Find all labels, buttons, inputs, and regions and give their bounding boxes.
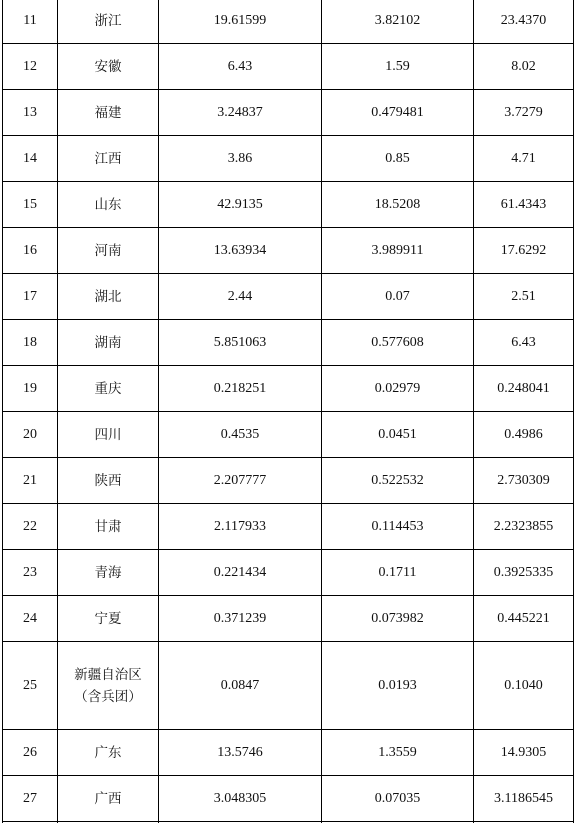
value-col3: 0.4986 [474, 412, 574, 458]
row-number: 23 [3, 550, 58, 596]
table-row [3, 504, 574, 550]
value-col2: 0.114453 [322, 504, 474, 550]
row-number: 24 [3, 596, 58, 642]
value-col1: 6.43 [159, 44, 322, 90]
row-number: 17 [3, 274, 58, 320]
region-name-line1: 新疆自治区 [74, 666, 142, 683]
value-col2: 0.073982 [322, 596, 474, 642]
value-col2: 0.07035 [322, 776, 474, 822]
table-row [3, 642, 574, 730]
region-name: 安徽 [58, 44, 159, 90]
value-col2: 1.59 [322, 44, 474, 90]
table-row [3, 550, 574, 596]
row-number: 19 [3, 366, 58, 412]
row-number: 25 [3, 642, 58, 730]
table-row [3, 90, 574, 136]
region-name: 河南 [58, 228, 159, 274]
value-col3: 3.7279 [474, 90, 574, 136]
region-name: 甘肃 [58, 504, 159, 550]
value-col3: 0.1040 [474, 642, 574, 730]
region-name: 浙江 [58, 0, 159, 44]
value-col2: 0.577608 [322, 320, 474, 366]
value-col1: 3.86 [159, 136, 322, 182]
value-col3: 2.2323855 [474, 504, 574, 550]
value-col2: 3.82102 [322, 0, 474, 44]
region-name: 湖南 [58, 320, 159, 366]
value-col1: 3.24837 [159, 90, 322, 136]
row-number: 27 [3, 776, 58, 822]
region-name: 福建 [58, 90, 159, 136]
value-col3: 0.3925335 [474, 550, 574, 596]
table-row [3, 412, 574, 458]
value-col1: 3.048305 [159, 776, 322, 822]
row-number: 22 [3, 504, 58, 550]
row-number: 13 [3, 90, 58, 136]
value-col3: 8.02 [474, 44, 574, 90]
value-col3: 2.730309 [474, 458, 574, 504]
value-col1: 13.5746 [159, 730, 322, 776]
value-col2: 18.5208 [322, 182, 474, 228]
value-col1: 2.207777 [159, 458, 322, 504]
region-name: 宁夏 [58, 596, 159, 642]
value-col2: 0.85 [322, 136, 474, 182]
value-col3: 0.445221 [474, 596, 574, 642]
value-col3: 3.1186545 [474, 776, 574, 822]
region-name: 重庆 [58, 366, 159, 412]
region-name: 山东 [58, 182, 159, 228]
region-name: 青海 [58, 550, 159, 596]
table-row [3, 228, 574, 274]
value-col1: 0.371239 [159, 596, 322, 642]
table-row [3, 776, 574, 822]
region-name [58, 642, 159, 730]
region-name: 广东 [58, 730, 159, 776]
value-col1: 19.61599 [159, 0, 322, 44]
value-col2: 0.0451 [322, 412, 474, 458]
value-col1: 0.4535 [159, 412, 322, 458]
table-row [3, 458, 574, 504]
row-number: 11 [3, 0, 58, 44]
value-col2: 0.1711 [322, 550, 474, 596]
value-col2: 3.989911 [322, 228, 474, 274]
row-number: 12 [3, 44, 58, 90]
value-col3: 14.9305 [474, 730, 574, 776]
value-col2: 0.522532 [322, 458, 474, 504]
value-col3: 2.51 [474, 274, 574, 320]
region-name: 湖北 [58, 274, 159, 320]
value-col1: 42.9135 [159, 182, 322, 228]
value-col1: 0.218251 [159, 366, 322, 412]
table-row [3, 136, 574, 182]
row-number: 21 [3, 458, 58, 504]
value-col3: 17.6292 [474, 228, 574, 274]
value-col1: 0.0847 [159, 642, 322, 730]
row-number: 15 [3, 182, 58, 228]
region-name: 广西 [58, 776, 159, 822]
value-col3: 0.248041 [474, 366, 574, 412]
region-name: 陕西 [58, 458, 159, 504]
value-col1: 2.117933 [159, 504, 322, 550]
table-row [3, 320, 574, 366]
region-name: 江西 [58, 136, 159, 182]
region-name: 四川 [58, 412, 159, 458]
table-row [3, 274, 574, 320]
table-row [3, 182, 574, 228]
value-col1: 2.44 [159, 274, 322, 320]
value-col2: 0.02979 [322, 366, 474, 412]
table-row [3, 366, 574, 412]
row-number: 20 [3, 412, 58, 458]
value-col3: 23.4370 [474, 0, 574, 44]
table-row [3, 44, 574, 90]
value-col1: 13.63934 [159, 228, 322, 274]
table-row [3, 0, 574, 44]
row-number: 16 [3, 228, 58, 274]
region-name-line2: （含兵团） [74, 688, 142, 705]
data-table [2, 0, 574, 823]
table-row [3, 730, 574, 776]
value-col3: 4.71 [474, 136, 574, 182]
value-col1: 0.221434 [159, 550, 322, 596]
value-col2: 0.07 [322, 274, 474, 320]
value-col2: 1.3559 [322, 730, 474, 776]
value-col2: 0.0193 [322, 642, 474, 730]
row-number: 26 [3, 730, 58, 776]
row-number: 18 [3, 320, 58, 366]
value-col3: 6.43 [474, 320, 574, 366]
value-col2: 0.479481 [322, 90, 474, 136]
row-number: 14 [3, 136, 58, 182]
table-row [3, 596, 574, 642]
value-col3: 61.4343 [474, 182, 574, 228]
value-col1: 5.851063 [159, 320, 322, 366]
